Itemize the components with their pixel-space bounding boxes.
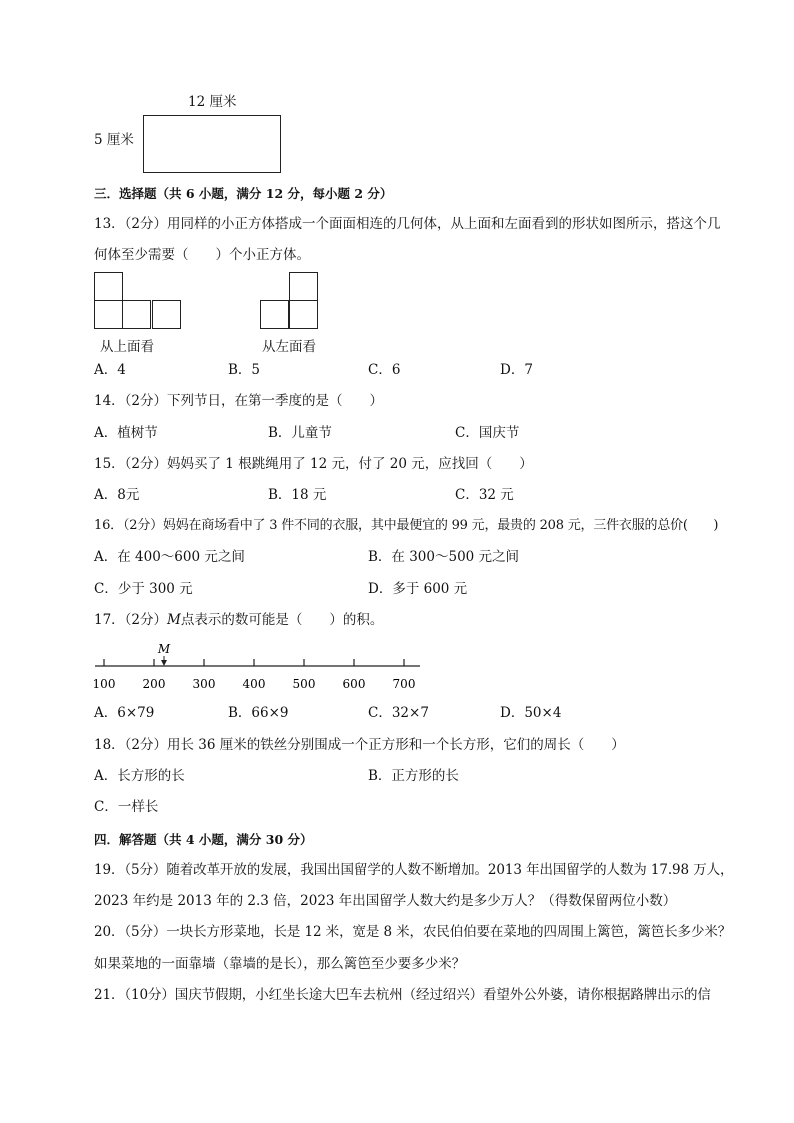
- q15-option-a[interactable]: A．8元: [94, 487, 140, 503]
- q18-option-a[interactable]: A．长方形的长: [94, 768, 185, 784]
- number-line-label: 500: [292, 677, 316, 691]
- q17-stem-suffix: 点表示的数可能是（ ）的积。: [180, 612, 384, 628]
- q13-top-view-caption: 从上面看: [100, 339, 154, 355]
- q14-option-c[interactable]: C．国庆节: [455, 425, 520, 441]
- section-3-heading: 三．选择题（共 6 小题，满分 12 分，每小题 2 分）: [94, 186, 393, 201]
- q18-option-b[interactable]: B．正方形的长: [368, 768, 459, 784]
- q15-option-b[interactable]: B．18 元: [268, 487, 327, 503]
- q17-option-c[interactable]: C．32×7: [368, 705, 429, 721]
- q16-option-b[interactable]: B．在 300～500 元之间: [368, 549, 520, 565]
- rect-side-label: 5 厘米: [94, 132, 134, 148]
- q18-option-c[interactable]: C．一样长: [94, 799, 159, 815]
- q20-stem-line2: 如果菜地的一面靠墙（靠墙的是长），那么篱笆至少要多少米？: [94, 956, 466, 972]
- top-view-cell: [122, 300, 151, 329]
- q17-stem: [94, 612, 383, 628]
- number-line-label: 300: [192, 677, 216, 691]
- q20-stem-line1: 20．（5分）一块长方形菜地，长是 12 米，宽是 8 米，农民伯伯要在菜地的四周围上篱笆，篱笆长多少米？: [94, 924, 732, 940]
- q15-option-c[interactable]: C．32 元: [455, 487, 514, 503]
- q17-option-b[interactable]: B．66×9: [228, 705, 289, 721]
- q17-number-line: [90, 640, 430, 696]
- q19-stem-line1: 19．（5分）随着改革开放的发展，我国出国留学的人数不断增加。2013 年出国留学的人数为 17.98 万人，: [94, 862, 734, 878]
- number-line-label: 700: [392, 677, 416, 691]
- q16-option-c[interactable]: C．少于 300 元: [94, 581, 193, 597]
- q17-option-a[interactable]: A．6×79: [94, 705, 155, 721]
- section-4-heading: 四．解答题（共 4 小题，满分 30 分）: [94, 832, 313, 847]
- number-line-label: 100: [92, 677, 116, 691]
- left-view-cell: [289, 272, 318, 301]
- top-view-cell: [94, 300, 123, 329]
- q16-stem: 16．（2分）妈妈在商场看中了 3 件不同的衣服，其中最便宜的 99 元，最贵的 208 元，三件衣服的总价( ): [94, 518, 719, 533]
- q14-option-b[interactable]: B．儿童节: [268, 425, 332, 441]
- number-line-label: 600: [342, 677, 366, 691]
- q16-option-d[interactable]: D．多于 600 元: [368, 581, 468, 597]
- q16-option-a[interactable]: A．在 400～600 元之间: [94, 549, 245, 565]
- q21-stem-line1: 21．（10分）国庆节假期，小红坐长途大巴车去杭州（经过绍兴）看望外公外婆，请你根据路牌出示的信: [94, 987, 711, 1003]
- q13-stem-line1: 13．（2分）用同样的小正方体搭成一个面面相连的几何体，从上面和左面看到的形状如图所示，搭这个几: [94, 216, 721, 232]
- left-view-cell: [289, 300, 318, 329]
- top-view-cell: [94, 272, 123, 301]
- rectangle-figure: [143, 115, 281, 173]
- marker-arrow-head: [161, 660, 167, 666]
- q13-option-c[interactable]: C．6: [368, 362, 401, 378]
- q13-option-b[interactable]: B．5: [228, 362, 261, 378]
- q19-stem-line2: 2023 年约是 2013 年的 2.3 倍，2023 年出国留学人数大约是多少万人？（得数保留两位小数）: [94, 893, 677, 909]
- q13-left-view-caption: 从左面看: [262, 339, 316, 355]
- q17-stem-variable: M: [167, 612, 181, 628]
- q15-stem: 15．（2分）妈妈买了 1 根跳绳用了 12 元，付了 20 元，应找回（ ）: [94, 456, 533, 472]
- q14-stem: 14．（2分）下列节日，在第一季度的是（ ）: [94, 393, 384, 409]
- marker-label-m: M: [157, 642, 171, 656]
- left-view-cell: [260, 300, 289, 329]
- number-line-label: 200: [142, 677, 166, 691]
- q13-option-d[interactable]: D．7: [500, 362, 533, 378]
- q18-stem: 18．（2分）用长 36 厘米的铁丝分别围成一个正方形和一个长方形，它们的周长（ ）: [94, 737, 625, 753]
- number-line-label: 400: [242, 677, 266, 691]
- q17-stem-prefix: 17．（2分）: [94, 612, 168, 628]
- q17-option-d[interactable]: D．50×4: [500, 705, 562, 721]
- q13-option-a[interactable]: A．4: [94, 362, 126, 378]
- q13-stem-line2: 何体至少需要（ ）个小正方体。: [94, 247, 310, 263]
- rect-top-label: 12 厘米: [188, 94, 237, 110]
- q14-option-a[interactable]: A．植树节: [94, 425, 158, 441]
- top-view-cell: [152, 300, 181, 329]
